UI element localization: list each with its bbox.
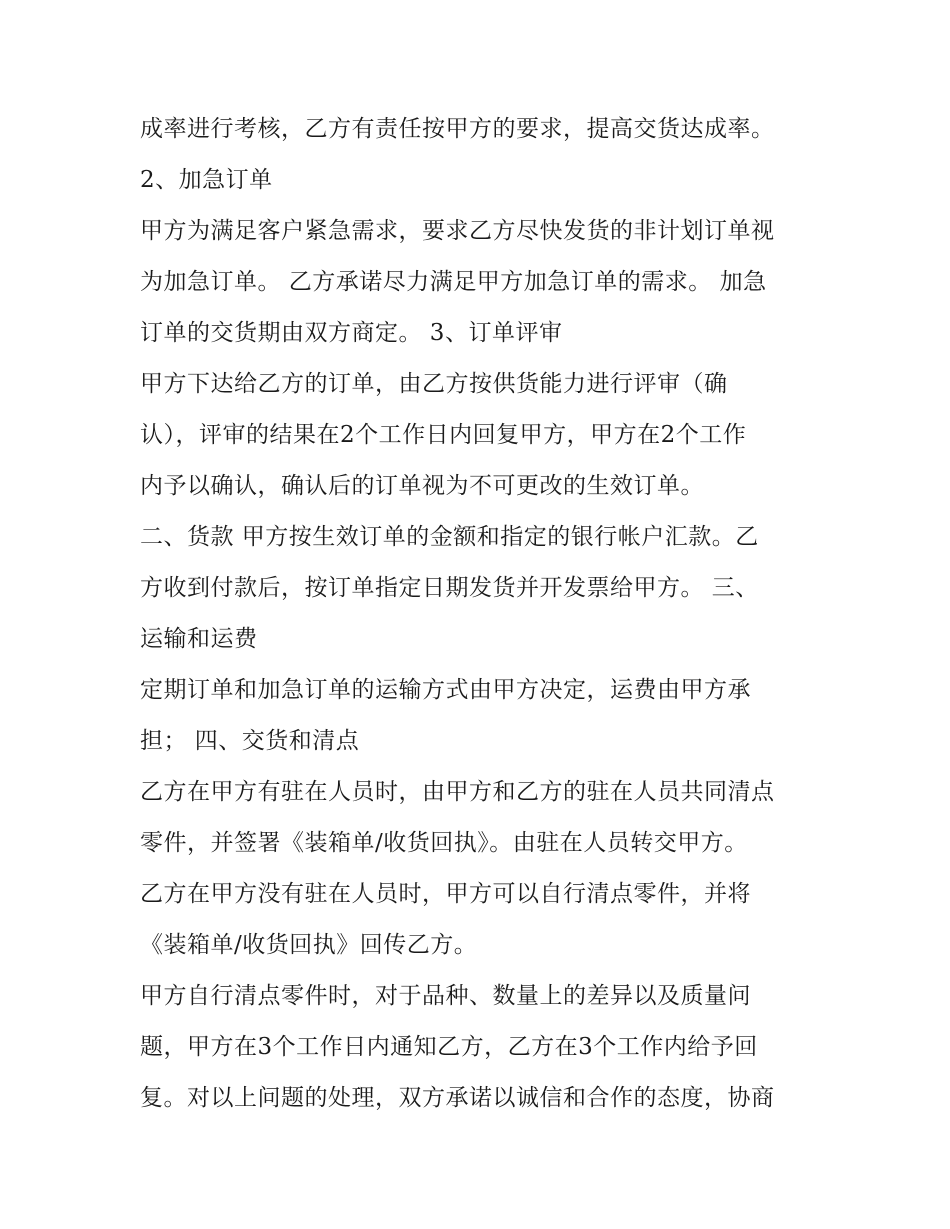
text-line: 乙方在甲方有驻在人员时，由甲方和乙方的驻在人员共同清点 — [140, 779, 775, 805]
text-line: 《装箱单/收货回执》回传乙方。 — [140, 932, 478, 958]
section-heading: 运输和运费 — [140, 626, 258, 652]
text-line: 内予以确认，确认后的订单视为不可更改的生效订单。 — [140, 473, 704, 499]
text-line: 复。对以上问题的处理，双方承诺以诚信和合作的态度，协商 — [140, 1085, 775, 1111]
text-line: 零件，并签署《装箱单/收货回执》。由驻在人员转交甲方。 — [140, 830, 748, 856]
text-line: 为加急订单。 乙方承诺尽力满足甲方加急订单的需求。 加急 — [140, 269, 767, 295]
text-line: 二、货款 甲方按生效订单的金额和指定的银行帐户汇款。乙 — [140, 524, 759, 550]
text-line: 乙方在甲方没有驻在人员时，甲方可以自行清点零件，并将 — [140, 881, 751, 907]
text-line: 甲方为满足客户紧急需求，要求乙方尽快发货的非计划订单视 — [140, 218, 775, 244]
text-line: 甲方下达给乙方的订单，由乙方按供货能力进行评审（确 — [140, 371, 728, 397]
text-line: 甲方自行清点零件时，对于品种、数量上的差异以及质量问 — [140, 983, 751, 1009]
text-line: 订单的交货期由双方商定。 3、订单评审 — [140, 320, 563, 346]
text-line: 成率进行考核，乙方有责任按甲方的要求，提高交货达成率。 — [140, 116, 775, 142]
text-line: 认），评审的结果在2个工作日内回复甲方，甲方在2个工作 — [140, 422, 747, 448]
text-line: 担； 四、交货和清点 — [140, 728, 360, 754]
text-line: 定期订单和加急订单的运输方式由甲方决定，运费由甲方承 — [140, 677, 751, 703]
section-heading: 2、加急订单 — [140, 167, 273, 193]
text-line: 题，甲方在3个工作日内通知乙方，乙方在3个工作内给予回 — [140, 1034, 758, 1060]
text-line: 方收到付款后，按订单指定日期发货并开发票给甲方。 三、 — [140, 575, 759, 601]
